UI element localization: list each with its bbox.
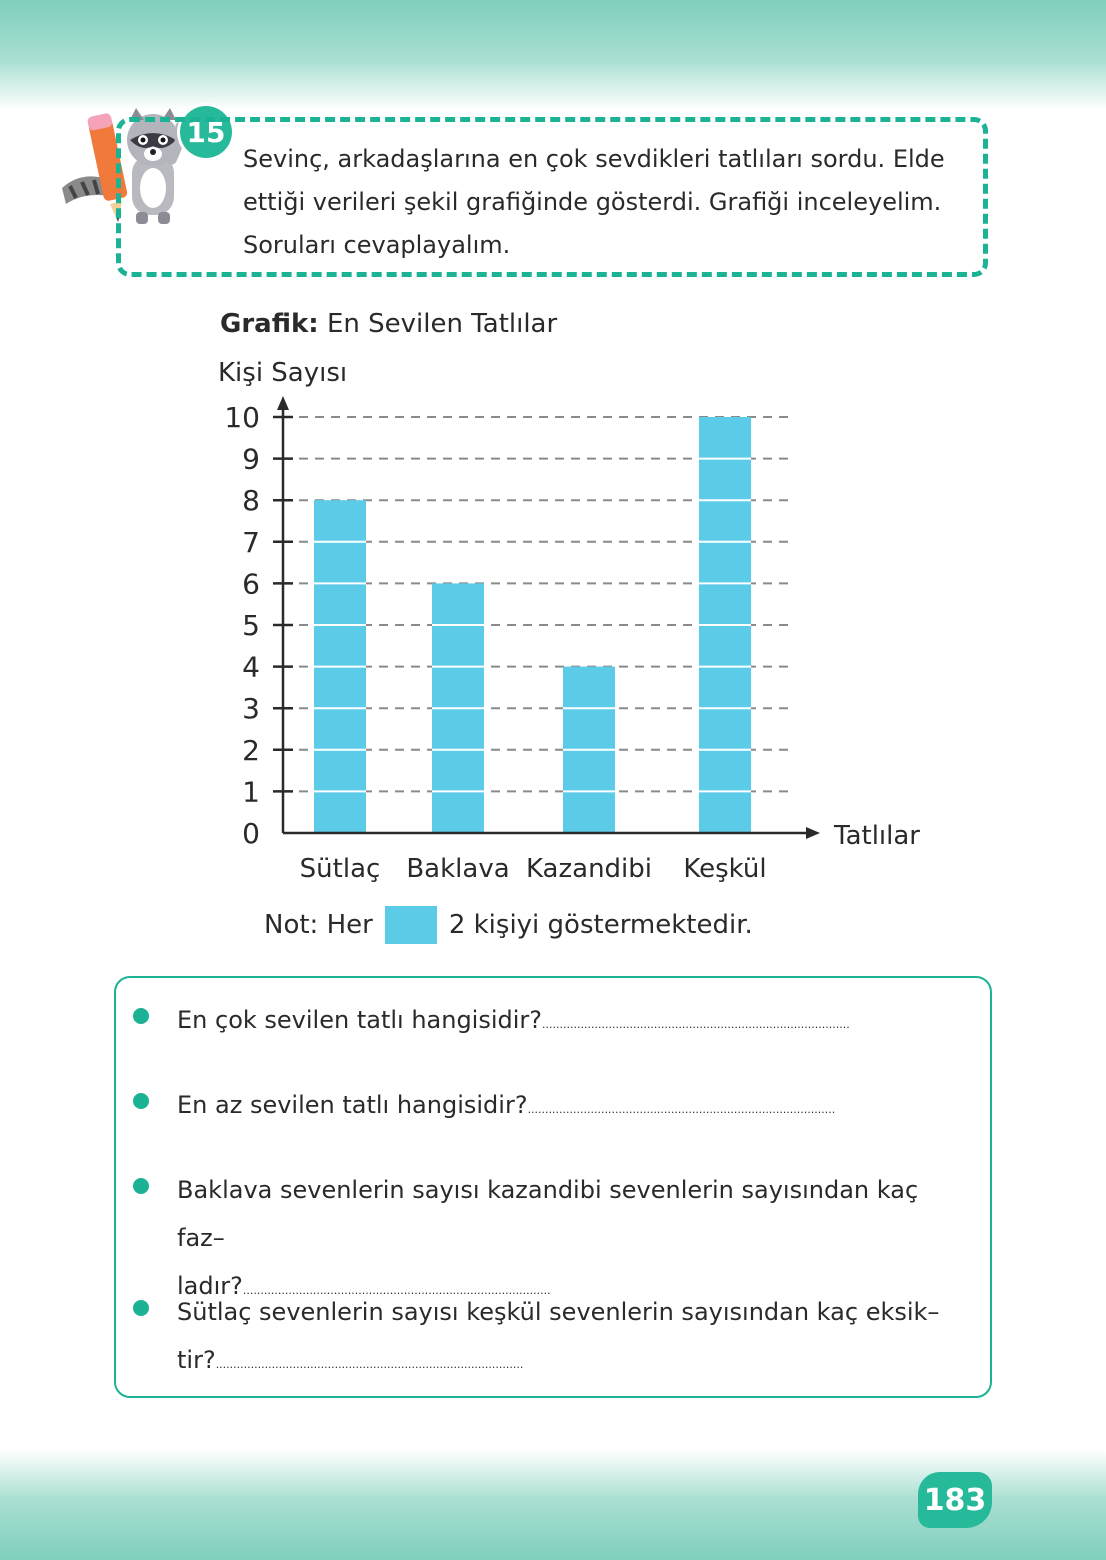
chart-heading-title: En Sevilen Tatlılar: [326, 309, 558, 339]
note-suffix: 2 kişiyi göstermektedir.: [448, 910, 753, 940]
answer-blank[interactable]: ........................................................................................: [215, 1358, 524, 1371]
question-number-badge: 15: [180, 106, 232, 158]
answer-blank[interactable]: ........................................................................................: [542, 1018, 850, 1031]
note-prefix: Not: Her: [264, 910, 373, 940]
y-tick-label: 6: [242, 567, 260, 601]
x-axis-arrow-icon: [806, 827, 820, 839]
bar-kazandibi: [563, 667, 615, 833]
y-tick-label: 1: [242, 775, 260, 809]
bar-sütlaç: [314, 500, 366, 833]
y-tick-label: 0: [242, 817, 260, 850]
y-axis-label: Kişi Sayısı: [218, 358, 348, 388]
y-tick-label: 2: [242, 733, 260, 767]
x-axis-label: Tatlılar: [834, 821, 920, 851]
chart-heading-label: Grafik:: [220, 309, 319, 339]
question-bullet-icon: [133, 1300, 149, 1316]
y-tick-label: 4: [242, 650, 260, 684]
x-category-label: Keşkül: [683, 854, 767, 884]
y-tick-label: 5: [242, 609, 260, 642]
question-bullet-icon: [133, 1093, 149, 1109]
x-category-label: Baklava: [406, 854, 510, 884]
legend-note: [264, 906, 753, 944]
bar-keşkül: [699, 417, 751, 833]
bar-baklava: [432, 583, 484, 833]
question-4: Sütlaç sevenlerin sayısı keşkül sevenlerin sayısından kaç eksik– tir?........................................................................................: [177, 1298, 940, 1374]
y-tick-label: 7: [242, 525, 260, 559]
y-tick-label: 3: [242, 692, 260, 726]
x-category-label: Kazandibi: [525, 854, 653, 884]
intro-line: Soruları cevaplayalım.: [243, 231, 511, 259]
y-tick-label: 10: [224, 401, 260, 434]
intro-line: Sevinç, arkadaşlarına en çok sevdikleri tatlıları sordu. Elde: [243, 145, 945, 173]
y-axis-arrow-icon: [277, 396, 289, 410]
legend-block-swatch: [385, 906, 437, 944]
question-1: En çok sevilen tatlı hangisidir?........................................................................................: [177, 1006, 850, 1034]
answer-blank[interactable]: ........................................................................................: [242, 1284, 551, 1297]
question-3: Baklava sevenlerin sayısı kazandibi sevenlerin sayısından kaç faz– ladır?........................................................................................: [177, 1176, 919, 1300]
intro-line: ettiği verileri şekil grafiğinde gösterdi. Grafiği inceleyelim.: [243, 188, 942, 216]
question-bullet-icon: [133, 1178, 149, 1194]
x-category-label: Sütlaç: [299, 854, 381, 884]
question-bullet-icon: [133, 1008, 149, 1024]
question-2: En az sevilen tatlı hangisidir?........................................................................................: [177, 1091, 836, 1119]
answer-blank[interactable]: ........................................................................................: [527, 1103, 836, 1116]
y-tick-label: 9: [242, 442, 260, 476]
page-number-badge: 183: [918, 1472, 992, 1528]
y-tick-label: 8: [242, 484, 260, 518]
